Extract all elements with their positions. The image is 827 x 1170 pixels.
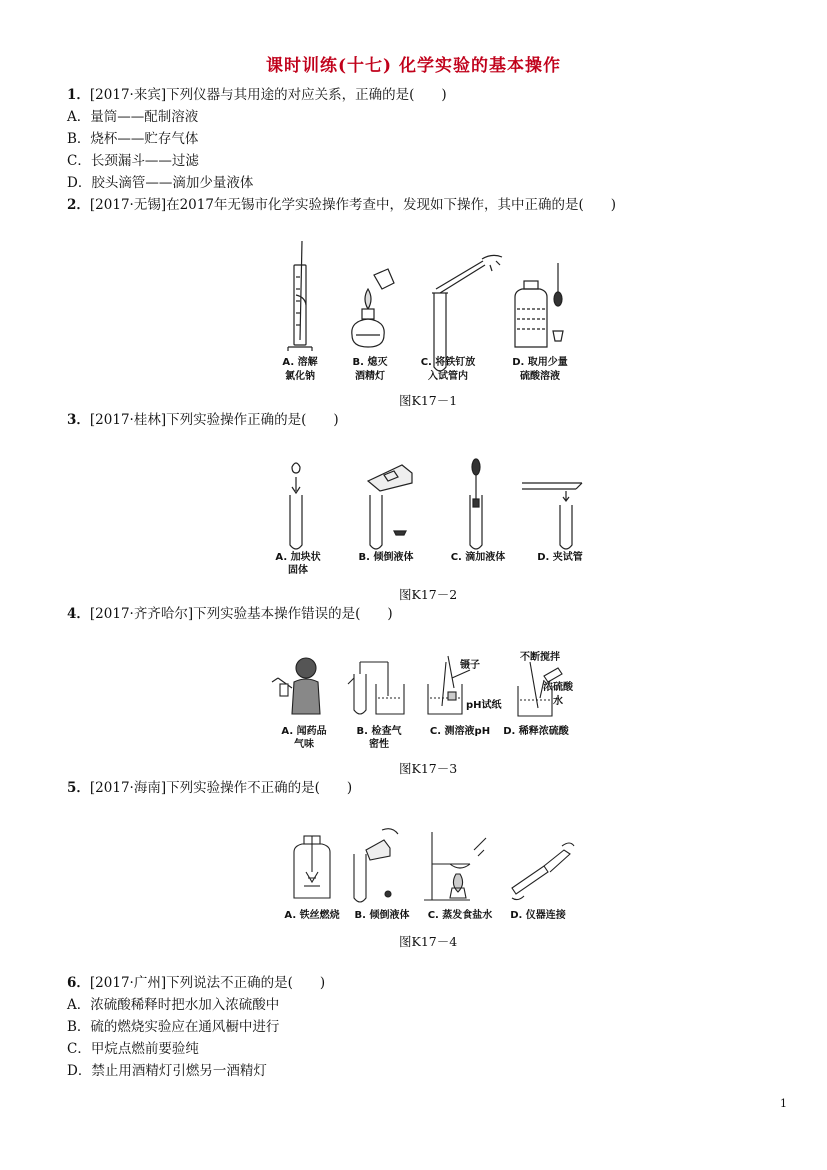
question-4-stem xyxy=(67,605,393,623)
fig2-label-a-line2: 固体 xyxy=(288,565,308,576)
fig1-label-d-line1: D. 取用少量 xyxy=(512,357,568,368)
question-text: [2017·来宾]下列仪器与其用途的对应关系，正确的是( ) xyxy=(89,87,447,103)
question-number: 3． xyxy=(67,412,90,428)
fig1-label-b-line1: B. 熄灭 xyxy=(352,357,388,368)
question-number: 4． xyxy=(67,606,90,622)
annotation-acid: 浓硫酸 xyxy=(543,682,573,693)
figure-k17-4 xyxy=(274,826,584,924)
q1-option-a: A．量筒——配制溶液 xyxy=(67,109,199,125)
fig2-label-d: D. 夹试管 xyxy=(537,552,583,563)
question-1-stem xyxy=(67,86,447,104)
question-2-stem xyxy=(67,196,616,214)
fig2-label-a-line1: A. 加块状 xyxy=(275,552,321,563)
pour-liquid-illustration xyxy=(368,465,412,549)
alcohol-lamp-illustration xyxy=(352,269,394,347)
fig1-label-c-line2: 入试管内 xyxy=(428,371,468,382)
figure-k17-1 xyxy=(270,235,590,387)
figure-caption-k17-4: 图K17－4 xyxy=(399,934,458,949)
evaporate-illustration xyxy=(424,832,486,900)
reagent-bottle-dropper-illustration xyxy=(515,263,563,347)
dropper-illustration xyxy=(470,459,482,549)
q6-option-d: D．禁止用酒精灯引燃另一酒精灯 xyxy=(67,1063,267,1079)
question-number: 1． xyxy=(67,87,90,103)
annotation-water: 水 xyxy=(553,696,563,707)
fig4-label-d: D. 仪器连接 xyxy=(510,910,566,921)
fig3-label-b-line2: 密性 xyxy=(369,739,389,750)
q6-option-a: A．浓硫酸稀释时把水加入浓硫酸中 xyxy=(67,997,280,1013)
pour-liquid-illustration xyxy=(354,829,398,902)
airtightness-check-illustration xyxy=(348,662,404,714)
question-text: [2017·广州]下列说法不正确的是( ) xyxy=(89,975,326,991)
fig1-label-b-line2: 酒精灯 xyxy=(355,371,385,382)
q1-option-d: D．胶头滴管——滴加少量液体 xyxy=(67,175,254,191)
fig1-label-d-line2: 硫酸溶液 xyxy=(520,371,560,382)
q6-option-c: C．甲烷点燃前要验纯 xyxy=(67,1041,199,1057)
question-text: [2017·无锡]在2017年无锡市化学实验操作考查中，发现如下操作，其中正确的是( ) xyxy=(89,197,616,213)
question-3-stem xyxy=(67,411,339,429)
graduated-cylinder-illustration xyxy=(288,241,312,351)
fig1-label-a-line1: A. 溶解 xyxy=(282,357,318,368)
figure-k17-2 xyxy=(270,453,590,579)
question-text: [2017·齐齐哈尔]下列实验基本操作错误的是( ) xyxy=(89,606,393,622)
question-6-stem xyxy=(67,974,325,992)
test-tube-nail-illustration xyxy=(432,255,502,371)
annotation-tweezers: 镊子 xyxy=(460,660,480,671)
test-tube-holder-illustration xyxy=(522,483,582,549)
annotation-ph-paper: pH试纸 xyxy=(466,700,502,711)
figure-caption-k17-2: 图K17－2 xyxy=(399,587,458,602)
question-number: 6． xyxy=(67,975,90,991)
iron-wire-burning-illustration xyxy=(294,836,330,898)
fig2-label-c: C. 滴加液体 xyxy=(450,552,506,563)
figure-caption-k17-1: 图K17－1 xyxy=(399,393,458,408)
page-number: 1 xyxy=(780,1097,787,1110)
question-text: [2017·桂林]下列实验操作正确的是( ) xyxy=(89,412,339,428)
figure-caption-k17-3: 图K17－3 xyxy=(399,761,458,776)
question-text: [2017·海南]下列实验操作不正确的是( ) xyxy=(89,780,353,796)
q1-option-c: C．长颈漏斗——过滤 xyxy=(67,153,199,169)
fig4-label-a: A. 铁丝燃烧 xyxy=(284,910,340,921)
page-title: 课时训练(十七) 化学实验的基本操作 xyxy=(265,56,561,76)
fig3-label-a-line1: A. 闻药品 xyxy=(281,726,327,737)
annotation-stir: 不断搅拌 xyxy=(520,652,560,663)
q6-option-b: B．硫的燃烧实验应在通风橱中进行 xyxy=(67,1019,280,1035)
fig3-label-a-line2: 气味 xyxy=(294,739,314,750)
fig4-label-c: C. 蒸发食盐水 xyxy=(427,910,493,921)
question-5-stem xyxy=(67,779,352,797)
fig1-label-c-line1: C. 将铁钉放 xyxy=(420,357,476,368)
question-number: 2． xyxy=(67,197,90,213)
person-smelling-illustration xyxy=(272,658,320,714)
fig3-label-d: D. 稀释浓硫酸 xyxy=(503,726,569,737)
q1-option-b: B．烧杯——贮存气体 xyxy=(67,131,199,147)
question-number: 5． xyxy=(67,780,90,796)
connect-instruments-illustration xyxy=(512,843,574,900)
figure-k17-3 xyxy=(268,648,584,752)
fig3-label-c: C. 测溶液pH xyxy=(429,726,491,737)
fig2-label-b: B. 倾倒液体 xyxy=(358,552,414,563)
fig1-label-a-line2: 氯化钠 xyxy=(285,371,315,382)
fig3-label-b-line1: B. 检查气 xyxy=(356,726,402,737)
add-solid-illustration xyxy=(290,463,302,549)
fig4-label-b: B. 倾倒液体 xyxy=(354,910,410,921)
